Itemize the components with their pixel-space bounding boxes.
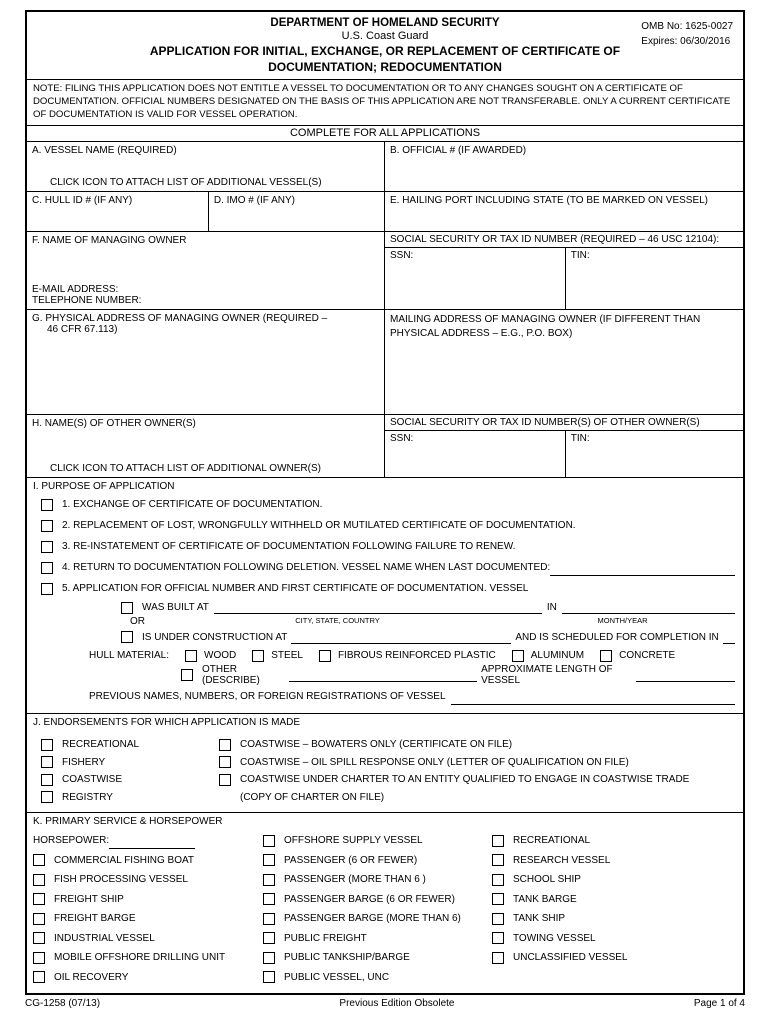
under-construction-label: IS UNDER CONSTRUCTION AT	[142, 631, 288, 643]
service-option	[263, 948, 492, 968]
completion-label: AND IS SCHEDULED FOR COMPLETION IN	[515, 631, 719, 643]
endorsement-fishery-checkbox[interactable]	[41, 756, 53, 768]
purpose-item-5	[41, 578, 735, 599]
form-title-line1: APPLICATION FOR INITIAL, EXCHANGE, OR REPLACEMENT OF CERTIFICATE OF	[149, 44, 621, 58]
section-i-purpose	[27, 478, 743, 714]
service-option	[492, 909, 735, 929]
recreational-label: RECREATIONAL	[513, 835, 591, 847]
construction-location-input[interactable]	[291, 631, 511, 644]
purpose-1-label: 1. EXCHANGE OF CERTIFICATE OF DOCUMENTATION.	[62, 499, 323, 511]
mailing-address-label: MAILING ADDRESS OF MANAGING OWNER (IF DIFFERENT THAN PHYSICAL ADDRESS – E.G., P.O. BOX)	[390, 314, 701, 339]
purpose-4-checkbox[interactable]	[41, 562, 53, 574]
tin-label: TIN:	[570, 250, 590, 262]
previous-names-input[interactable]	[451, 692, 735, 705]
field-b-official-number-cell	[385, 142, 743, 191]
unclassified-vessel-checkbox[interactable]	[492, 952, 504, 964]
field-a-label: A. VESSEL NAME (REQUIRED)	[32, 145, 177, 157]
mobile-offshore-drilling-unit-checkbox[interactable]	[33, 952, 45, 964]
field-f-label: F. NAME OF MANAGING OWNER	[32, 235, 187, 247]
hull-steel-checkbox[interactable]	[252, 650, 264, 662]
endorsements-body	[33, 736, 735, 806]
offshore-supply-vessel-label: OFFSHORE SUPPLY VESSEL	[284, 835, 423, 847]
unclassified-vessel-label: UNCLASSIFIED VESSEL	[513, 952, 628, 964]
endorsement-fishery-option	[41, 756, 219, 768]
hull-other-describe-input[interactable]	[289, 669, 477, 682]
research-vessel-label: RESEARCH VESSEL	[513, 854, 611, 866]
service-option	[263, 890, 492, 910]
built-location-input[interactable]	[214, 601, 542, 614]
other-ssn-label: SSN:	[390, 433, 414, 445]
offshore-supply-vessel-checkbox[interactable]	[263, 835, 275, 847]
city-state-country-caption: CITY, STATE, COUNTRY	[295, 616, 380, 626]
hull-material-label: HULL MATERIAL:	[89, 650, 170, 662]
recreational-checkbox[interactable]	[492, 835, 504, 847]
field-b-label: B. OFFICIAL # (IF AWARDED)	[390, 145, 527, 157]
endorsement-row-2	[33, 754, 735, 772]
field-g-label-line2: 46 CFR 67.113)	[47, 324, 118, 336]
purpose-3-checkbox[interactable]	[41, 541, 53, 553]
endorsement-recreational-label: RECREATIONAL	[62, 739, 140, 751]
phone-row	[32, 295, 379, 306]
endorsement-row-3	[33, 771, 735, 789]
freight-barge-checkbox[interactable]	[33, 913, 45, 925]
hull-steel-label: STEEL	[271, 650, 303, 662]
service-option	[263, 929, 492, 949]
email-row	[32, 284, 379, 295]
other-ssn-input[interactable]	[385, 431, 566, 477]
form-footer	[25, 998, 745, 1009]
form-title	[27, 44, 743, 75]
email-label: E-MAIL ADDRESS:	[32, 284, 119, 296]
section-j-endorsements	[27, 714, 743, 813]
was-built-row	[121, 599, 735, 616]
hull-other-row	[181, 665, 735, 684]
endorsement-recreational-option	[41, 739, 219, 751]
hull-wood-option	[185, 650, 236, 662]
service-option	[263, 870, 492, 890]
other-owners-tax-block	[385, 415, 743, 477]
row-g-addresses	[27, 310, 743, 415]
endorsement-oil-spill-checkbox[interactable]	[219, 756, 231, 768]
commercial-fishing-boat-label: COMMERCIAL FISHING BOAT	[54, 854, 195, 866]
purpose-5-label: 5. APPLICATION FOR OFFICIAL NUMBER AND FIRST CERTIFICATE OF DOCUMENTATION. VESSEL	[62, 583, 529, 595]
omb-number: OMB No: 1625-0027	[641, 21, 733, 32]
service-option	[33, 909, 263, 929]
form-number: CG-1258 (07/13)	[25, 998, 101, 1010]
vessel-name-input[interactable]	[32, 156, 379, 177]
row-f-tax	[27, 232, 743, 310]
built-date-input[interactable]	[562, 601, 735, 614]
hull-aluminum-option	[512, 650, 584, 662]
under-construction-row	[121, 628, 735, 646]
tax-id-row	[385, 248, 743, 309]
service-option	[492, 870, 735, 890]
field-h-label: H. NAME(S) OF OTHER OWNER(S)	[32, 418, 196, 430]
endorsement-registry-label: REGISTRY	[62, 791, 113, 803]
row-h-other-owners	[27, 415, 743, 478]
endorsement-registry-checkbox[interactable]	[41, 791, 53, 803]
endorsement-charter-continuation	[219, 792, 384, 803]
phone-input[interactable]	[141, 295, 379, 306]
fish-processing-vessel-label: FISH PROCESSING VESSEL	[54, 874, 188, 886]
endorsement-bowaters-label: COASTWISE – BOWATERS ONLY (CERTIFICATE ON FILE)	[240, 739, 513, 751]
passenger-barge-6-or-fewer-checkbox[interactable]	[263, 893, 275, 905]
field-c-label: C. HULL ID # (IF ANY)	[32, 195, 133, 207]
freight-barge-label: FREIGHT BARGE	[54, 913, 136, 925]
purpose-2-checkbox[interactable]	[41, 520, 53, 532]
endorsement-fishery-label: FISHERY	[62, 756, 106, 768]
tax-id-title: SOCIAL SECURITY OR TAX ID NUMBER (REQUIRED – 46 USC 12104):	[385, 232, 743, 248]
previous-names-row	[89, 686, 735, 707]
page-number: Page 1 of 4	[693, 998, 745, 1010]
hailing-port-input[interactable]	[390, 206, 738, 228]
ssn-label: SSN:	[390, 250, 414, 262]
service-option	[33, 968, 263, 988]
expiration-date: Expires: 06/30/2016	[641, 36, 731, 47]
form-header	[27, 12, 743, 80]
other-owners-tax-title: SOCIAL SECURITY OR TAX ID NUMBER(S) OF OTHER OWNER(S)	[385, 415, 743, 431]
approx-length-input[interactable]	[636, 669, 735, 682]
passenger-6-or-fewer-checkbox[interactable]	[263, 854, 275, 866]
omb-block	[641, 19, 733, 49]
passenger-6-or-fewer-label: PASSENGER (6 OR FEWER)	[284, 854, 418, 866]
public-tankship-barge-checkbox[interactable]	[263, 952, 275, 964]
public-vessel-unc-label: PUBLIC VESSEL, UNC	[284, 971, 390, 983]
passenger-barge-6-or-fewer-label: PASSENGER BARGE (6 OR FEWER)	[284, 893, 455, 905]
was-built-checkbox[interactable]	[121, 602, 133, 614]
purpose-4-label: 4. RETURN TO DOCUMENTATION FOLLOWING DELETION. VESSEL NAME WHEN LAST DOCUMENTED:	[62, 562, 551, 574]
hull-other-checkbox[interactable]	[181, 669, 193, 681]
endorsement-bowaters-checkbox[interactable]	[219, 739, 231, 751]
tax-id-block	[385, 232, 743, 309]
school-ship-label: SCHOOL SHIP	[513, 874, 581, 886]
form-title-line2: DOCUMENTATION; REDOCUMENTATION	[268, 59, 502, 74]
hull-steel-option	[252, 650, 303, 662]
industrial-vessel-label: INDUSTRIAL VESSEL	[54, 932, 155, 944]
completion-date-input[interactable]	[723, 631, 735, 644]
hull-concrete-option	[600, 650, 675, 662]
hull-concrete-label: CONCRETE	[619, 650, 676, 662]
service-option	[33, 870, 263, 890]
tank-ship-checkbox[interactable]	[492, 913, 504, 925]
endorsement-oil-spill-option	[219, 756, 629, 768]
agency-title: U.S. Coast Guard	[341, 30, 429, 42]
service-option	[263, 831, 492, 851]
ssn-input[interactable]	[385, 248, 566, 309]
service-option	[33, 851, 263, 871]
month-year-caption: MONTH/YEAR	[597, 616, 648, 626]
freight-ship-label: FREIGHT SHIP	[54, 893, 124, 905]
attach-additional-owners-link[interactable]: CLICK ICON TO ATTACH LIST OF ADDITIONAL OWNER(S)	[50, 463, 321, 475]
hull-frp-label: FIBROUS REINFORCED PLASTIC	[337, 650, 496, 662]
field-h-other-owners-cell	[27, 415, 385, 477]
section-k-title: K. PRIMARY SERVICE & HORSEPOWER	[33, 816, 223, 828]
service-option	[263, 909, 492, 929]
other-tin-input[interactable]	[566, 431, 743, 477]
other-owners-input[interactable]	[32, 429, 379, 463]
public-tankship-barge-label: PUBLIC TANKSHIP/BARGE	[284, 952, 410, 964]
service-option	[492, 831, 735, 851]
field-e-label: E. HAILING PORT INCLUDING STATE (TO BE MARKED ON VESSEL)	[389, 195, 709, 207]
oil-recovery-label: OIL RECOVERY	[54, 971, 129, 983]
imo-number-input[interactable]	[214, 206, 379, 228]
endorsement-coastwise-label: COASTWISE	[62, 774, 123, 786]
field-e-hailing-port-cell	[385, 192, 743, 231]
fish-processing-vessel-checkbox[interactable]	[33, 874, 45, 886]
purpose-item-1	[41, 494, 735, 515]
physical-address-input[interactable]	[27, 310, 385, 414]
purpose-item-3	[41, 536, 735, 557]
passenger-more-than-6-checkbox[interactable]	[263, 874, 275, 886]
field-c-hull-id-cell	[27, 192, 209, 231]
service-option	[492, 929, 735, 949]
email-input[interactable]	[118, 284, 379, 295]
public-freight-checkbox[interactable]	[263, 932, 275, 944]
endorsement-oil-spill-label: COASTWISE – OIL SPILL RESPONSE ONLY (LETTER OF QUALIFICATION ON FILE)	[240, 756, 629, 768]
department-title: DEPARTMENT OF HOMELAND SECURITY	[270, 17, 500, 29]
industrial-vessel-checkbox[interactable]	[33, 932, 45, 944]
cg1258-form	[25, 10, 745, 995]
endorsement-row-1	[33, 736, 735, 754]
endorsement-registry-option	[41, 791, 219, 803]
hull-id-input[interactable]	[32, 206, 203, 228]
hull-wood-checkbox[interactable]	[185, 650, 197, 662]
public-vessel-unc-checkbox[interactable]	[263, 971, 275, 983]
service-option	[263, 968, 492, 988]
horsepower-input[interactable]	[109, 836, 195, 849]
endorsement-charter-label: COASTWISE UNDER CHARTER TO AN ENTITY QUALIFIED TO ENGAGE IN COASTWISE TRADE	[240, 774, 690, 786]
section-j-title: J. ENDORSEMENTS FOR WHICH APPLICATION IS MADE	[33, 717, 301, 729]
hull-aluminum-checkbox[interactable]	[512, 650, 524, 662]
mailing-address-input[interactable]	[385, 310, 743, 414]
hull-aluminum-label: ALUMINUM	[530, 650, 585, 662]
purpose-2-label: 2. REPLACEMENT OF LOST, WRONGFULLY WITHHELD OR MUTILATED CERTIFICATE OF DOCUMENTATION.	[62, 520, 576, 532]
field-d-label: D. IMO # (IF ANY)	[213, 195, 295, 207]
row-a-b	[27, 142, 743, 192]
freight-ship-checkbox[interactable]	[33, 893, 45, 905]
previous-names-label: PREVIOUS NAMES, NUMBERS, OR FOREIGN REGISTRATIONS OF VESSEL	[89, 691, 446, 703]
previous-edition-note: Previous Edition Obsolete	[339, 998, 455, 1010]
section-k-service	[27, 813, 743, 993]
mobile-offshore-drilling-unit-label: MOBILE OFFSHORE DRILLING UNIT	[54, 952, 226, 964]
tank-ship-label: TANK SHIP	[513, 913, 566, 925]
official-number-input[interactable]	[390, 156, 738, 188]
service-option	[492, 851, 735, 871]
public-freight-label: PUBLIC FREIGHT	[284, 932, 367, 944]
hull-frp-option	[319, 650, 496, 662]
phone-label: TELEPHONE NUMBER:	[32, 295, 142, 307]
horsepower-row	[33, 831, 263, 851]
endorsement-bowaters-option	[219, 739, 512, 751]
endorsement-coastwise-checkbox[interactable]	[41, 774, 53, 786]
horsepower-label: HORSEPOWER:	[33, 835, 110, 847]
school-ship-checkbox[interactable]	[492, 874, 504, 886]
research-vessel-checkbox[interactable]	[492, 854, 504, 866]
service-column-2	[263, 831, 492, 987]
purpose-item-2	[41, 515, 735, 536]
note-text: NOTE: FILING THIS APPLICATION DOES NOT ENTITLE A VESSEL TO DOCUMENTATION OR TO ANY CHANGES SOUGHT ON A CERTIFICATE OF DOCUMENTATION. OFFICIAL NUMBERS DESIGNATED ON THE BASIS OF THIS APPLICATION ARE NOT TRANSFERABLE. ONLY A CURRENT CERTIFICATE OF DOCUMENTATION IS VALID FOR VESSEL OPERATION.	[27, 80, 743, 126]
was-built-label: WAS BUILT AT	[142, 602, 209, 614]
field-g-label-line1: G. PHYSICAL ADDRESS OF MANAGING OWNER (REQUIRED –	[32, 313, 328, 325]
service-column-1	[33, 831, 263, 987]
or-label: OR	[130, 616, 145, 628]
service-option	[33, 890, 263, 910]
tank-barge-checkbox[interactable]	[492, 893, 504, 905]
section-i-title: I. PURPOSE OF APPLICATION	[33, 481, 175, 493]
service-columns	[33, 831, 735, 987]
complete-for-all-header: COMPLETE FOR ALL APPLICATIONS	[27, 126, 743, 142]
commercial-fishing-boat-checkbox[interactable]	[33, 854, 45, 866]
hull-wood-label: WOOD	[204, 650, 237, 662]
service-option	[492, 948, 735, 968]
towing-vessel-label: TOWING VESSEL	[513, 932, 596, 944]
endorsement-charter-checkbox[interactable]	[219, 774, 231, 786]
hull-concrete-checkbox[interactable]	[600, 650, 612, 662]
service-column-3	[492, 831, 735, 987]
row-c-d-e	[27, 192, 743, 232]
tank-barge-label: TANK BARGE	[513, 893, 577, 905]
service-option	[492, 890, 735, 910]
in-label: IN	[546, 602, 557, 614]
field-a-vessel-name-cell	[27, 142, 385, 191]
service-option	[33, 948, 263, 968]
endorsement-recreational-checkbox[interactable]	[41, 739, 53, 751]
under-construction-checkbox[interactable]	[121, 631, 133, 643]
hull-frp-checkbox[interactable]	[319, 650, 331, 662]
last-documented-name-input[interactable]	[550, 563, 735, 576]
hull-material-row	[89, 646, 735, 665]
passenger-barge-more-than-6-checkbox[interactable]	[263, 913, 275, 925]
managing-owner-name-input[interactable]	[32, 246, 379, 284]
field-d-imo-cell	[209, 192, 385, 231]
service-option	[263, 851, 492, 871]
purpose-1-checkbox[interactable]	[41, 499, 53, 511]
oil-recovery-checkbox[interactable]	[33, 971, 45, 983]
passenger-barge-more-than-6-label: PASSENGER BARGE (MORE THAN 6)	[284, 913, 461, 925]
towing-vessel-checkbox[interactable]	[492, 932, 504, 944]
purpose-3-label: 3. RE-INSTATEMENT OF CERTIFICATE OF DOCUMENTATION FOLLOWING FAILURE TO RENEW.	[62, 541, 516, 553]
approx-length-label: APPROXIMATE LENGTH OF VESSEL	[481, 663, 613, 686]
purpose-5-checkbox[interactable]	[41, 583, 53, 595]
tin-input[interactable]	[566, 248, 743, 309]
passenger-more-than-6-label: PASSENGER (MORE THAN 6 )	[284, 874, 426, 886]
service-option	[33, 929, 263, 949]
other-tin-label: TIN:	[570, 433, 590, 445]
attach-additional-vessels-link[interactable]: CLICK ICON TO ATTACH LIST OF ADDITIONAL VESSEL(S)	[50, 177, 322, 189]
endorsement-row-4	[33, 789, 735, 807]
charter-copy-note: (COPY OF CHARTER ON FILE)	[240, 791, 385, 803]
purpose-item-4	[41, 557, 735, 578]
field-f-managing-owner-cell	[27, 232, 385, 309]
endorsement-charter-option	[219, 774, 689, 786]
other-owners-tax-row	[385, 431, 743, 477]
hull-other-label: OTHER (DESCRIBE)	[202, 663, 260, 686]
endorsement-coastwise-option	[41, 774, 219, 786]
built-captions-row	[130, 616, 735, 628]
